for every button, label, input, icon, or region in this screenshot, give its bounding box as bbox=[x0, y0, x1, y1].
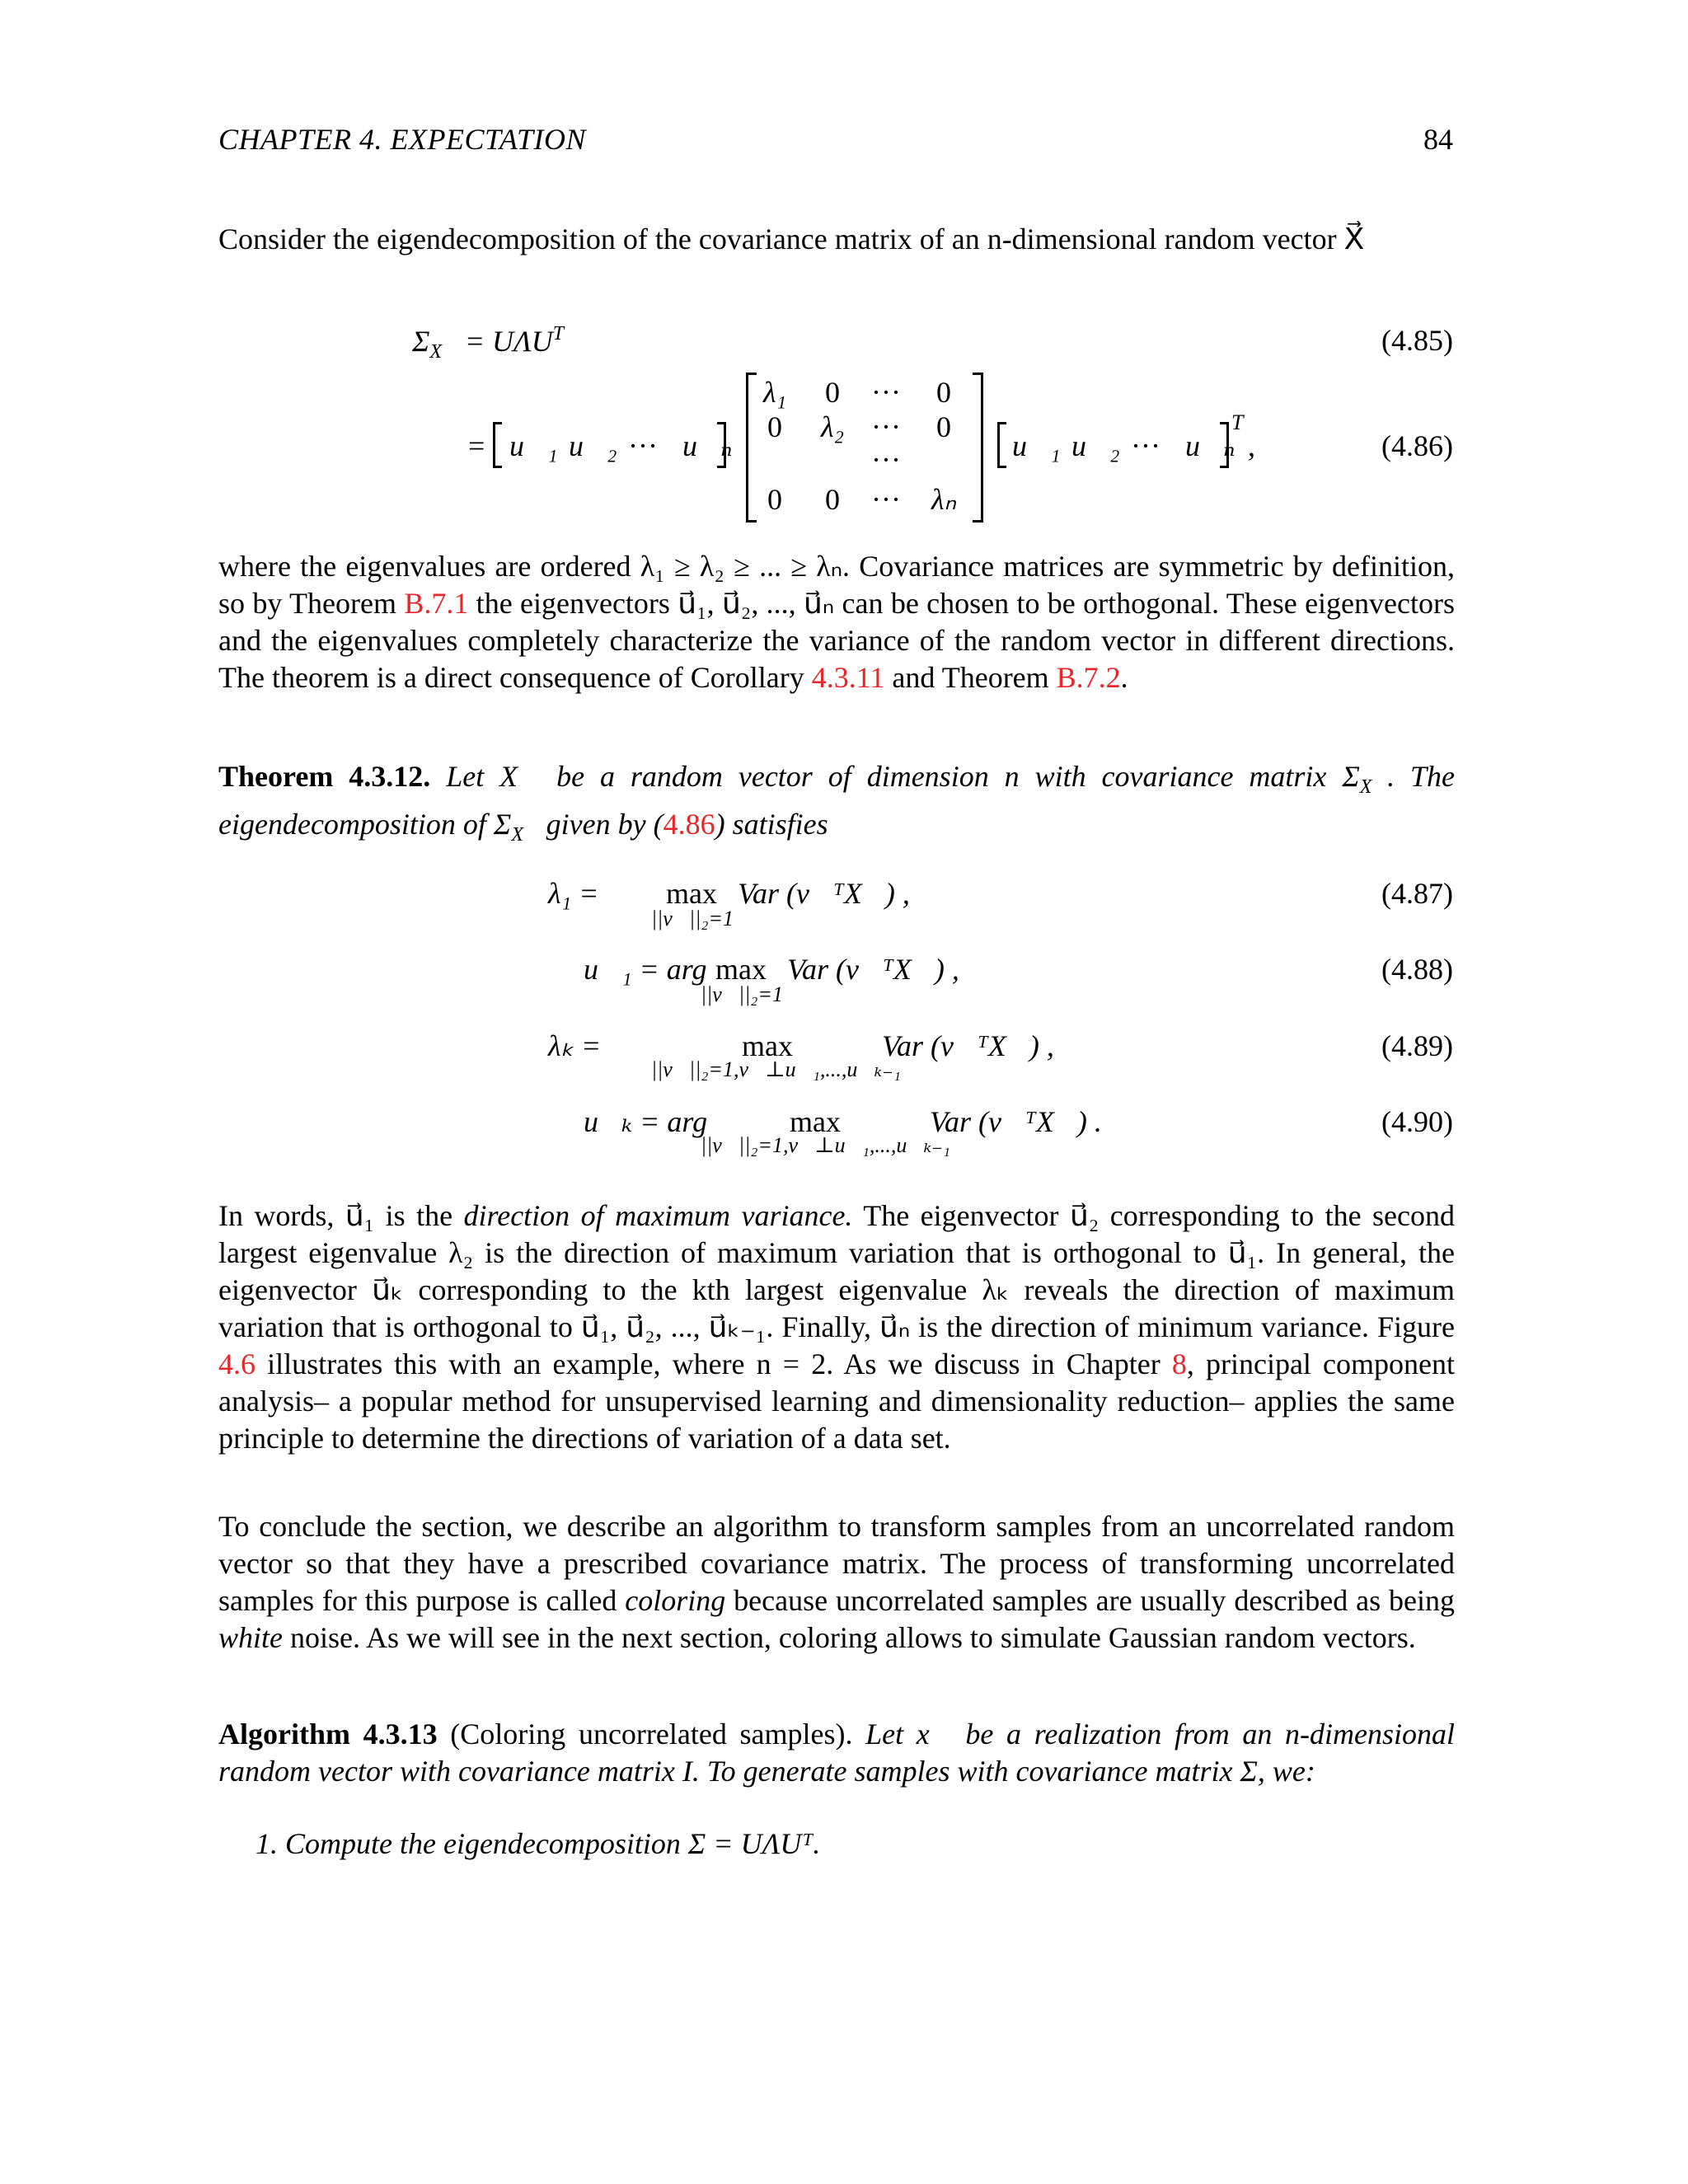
theorem-subscript: X⃗ bbox=[511, 824, 539, 846]
matrix-cell: 0 bbox=[767, 483, 782, 516]
transpose-superscript: T bbox=[1231, 410, 1244, 434]
row-vector-entry: u⃗₁ bbox=[509, 429, 558, 462]
row-vector-entry: u⃗₁ bbox=[1012, 429, 1061, 462]
paragraph-text: The eigenvector u⃗₂ corresponding to the second largest eigenvalue λ₂ is the direction of maximum variation that is orthogonal to u⃗₁. In general, the eigenvector u⃗ₖ corresponding to the kth largest eigenvalue λₖ reveals the direction of maximum variation that is orthogonal to u⃗₁, u⃗₂, ..., u⃗ₖ₋₁. Finally, u⃗ₙ is the direction of minimum variance. Figure bbox=[218, 1199, 1456, 1343]
eq-4-87-constraint: ||v⃗||₂=1 bbox=[651, 907, 734, 930]
paragraph-words bbox=[218, 1197, 1455, 1457]
algorithm-step-1: 1. Compute the eigendecomposition Σ = UΛUᵀ. bbox=[256, 1827, 821, 1860]
theorem-text: . The eigendecomposition of Σ bbox=[218, 760, 1456, 841]
eq-4-85-lhs: Σ bbox=[412, 325, 430, 358]
paragraph-text: . bbox=[1120, 661, 1128, 694]
matrix-cell: λ₂ bbox=[820, 410, 845, 443]
page-number: 84 bbox=[1423, 123, 1453, 156]
paragraph-coloring bbox=[218, 1508, 1455, 1657]
matrix-cell: 0 bbox=[936, 410, 951, 443]
running-head: CHAPTER 4. EXPECTATION bbox=[218, 123, 586, 156]
theorem-text: given by ( bbox=[538, 808, 663, 841]
eq-4-85-lhs-sub: X⃗ bbox=[429, 341, 457, 363]
matrix-bracket-right bbox=[973, 373, 983, 523]
equation-number-4-87: (4.87) bbox=[1381, 877, 1453, 910]
row-vector-bracket-left bbox=[493, 422, 502, 468]
matrix-cell: ··· bbox=[871, 483, 901, 516]
row-vector-entry: ··· bbox=[1131, 429, 1160, 462]
paragraph-text: In words, u⃗₁ is the bbox=[218, 1199, 464, 1232]
matrix-cell: ··· bbox=[871, 443, 901, 476]
equation-number-4-89: (4.89) bbox=[1381, 1029, 1453, 1062]
row-vector-bracket-right bbox=[717, 422, 726, 468]
intro-paragraph: Consider the eigendecomposition of the covariance matrix of an n-dimensional random vector X⃗ bbox=[218, 223, 1365, 255]
paragraph-text: , principal component analysis– a popular method for unsupervised learning and dimensionality reduction– applies the same principle to determine the directions of variation of a data set. bbox=[218, 1347, 1456, 1455]
matrix-cell: 0 bbox=[767, 410, 782, 443]
paragraph-eigenvalues bbox=[218, 548, 1455, 696]
row-vector-entry: u⃗₂ bbox=[1071, 429, 1120, 462]
theorem-text: ) satisfies bbox=[715, 808, 828, 841]
matrix-cell: 0 bbox=[825, 376, 840, 409]
paragraph-text: because uncorrelated samples are usually described as being bbox=[725, 1584, 1456, 1617]
matrix-cell: 0 bbox=[936, 376, 951, 409]
algorithm-4-3-13 bbox=[218, 1716, 1455, 1790]
matrix-cell: λ₁ bbox=[762, 376, 787, 409]
reference-link-figure-46[interactable]: 4.6 bbox=[218, 1347, 256, 1380]
algorithm-text: Let x⃗ be a realization from an n-dimensional random vector with covariance matrix I. To generate samples with covariance matrix Σ, we: bbox=[218, 1718, 1455, 1788]
theorem-text: Let X⃗ be a random vector of dimension n with covariance matrix Σ bbox=[430, 760, 1360, 793]
equation-number-4-85: (4.85) bbox=[1381, 324, 1453, 357]
paragraph-text: illustrates this with an example, where n = 2. As we discuss in Chapter bbox=[256, 1347, 1172, 1380]
eq-4-89-rhs: Var (v⃗ᵀX⃗) , bbox=[882, 1029, 1054, 1062]
matrix-cell: λₙ bbox=[931, 483, 956, 516]
eq-4-88-rhs: Var (v⃗ᵀX⃗) , bbox=[787, 953, 959, 986]
eq-4-89-max: max bbox=[742, 1029, 793, 1062]
eq-4-87-rhs: Var (v⃗ᵀX⃗) , bbox=[738, 877, 910, 910]
theorem-4-3-12 bbox=[218, 758, 1455, 854]
matrix-cell: ··· bbox=[871, 376, 901, 409]
algorithm-label: Algorithm 4.3.13 bbox=[218, 1718, 438, 1750]
eq-4-88-lhs: u⃗₁ = arg bbox=[584, 953, 707, 986]
reference-link-theorem-b71[interactable]: B.7.1 bbox=[404, 587, 469, 620]
equation-4-85 bbox=[412, 323, 564, 363]
equation-number-4-90: (4.90) bbox=[1381, 1105, 1453, 1138]
eq-4-89-lhs: λₖ = bbox=[548, 1029, 602, 1062]
row-vector-bracket-right bbox=[1220, 422, 1229, 468]
eq-4-90-max: max bbox=[790, 1105, 841, 1138]
eq-4-89-constraint: ||v⃗||₂=1,v⃗⊥u⃗₁,...,u⃗ₖ₋₁ bbox=[651, 1057, 901, 1081]
paragraph-text: To conclude the section, we describe an algorithm to transform samples from an uncorrelated random vector so that they have a prescribed covariance matrix. The process of transforming uncorrelated samples for this purpose is called bbox=[218, 1510, 1455, 1617]
reference-link-theorem-b72[interactable]: B.7.2 bbox=[1056, 661, 1121, 694]
eq-4-90-lhs: u⃗ₖ = arg bbox=[584, 1105, 708, 1138]
eq-4-88-max: max bbox=[715, 953, 767, 986]
matrix-cell: ··· bbox=[871, 410, 901, 443]
theorem-label: Theorem 4.3.12. bbox=[218, 760, 431, 793]
emphasis-text: coloring bbox=[625, 1584, 726, 1617]
eq-4-86-comma: , bbox=[1248, 429, 1255, 462]
row-vector-entry: u⃗ₙ bbox=[1185, 429, 1236, 462]
eq-4-87-lhs: λ₁ = bbox=[548, 877, 599, 910]
reference-link-chapter-8[interactable]: 8 bbox=[1171, 1347, 1187, 1380]
eq-4-90-constraint: ||v⃗||₂=1,v⃗⊥u⃗₁,...,u⃗ₖ₋₁ bbox=[701, 1133, 950, 1157]
equation-number-4-86: (4.86) bbox=[1381, 429, 1453, 462]
equation-4-86-lhs: = bbox=[468, 429, 485, 462]
paragraph-text: where the eigenvalues are ordered λ₁ ≥ λ₂ ≥ ... ≥ λₙ. Covariance matrices are symmetric by definition, so by Theorem bbox=[218, 550, 1455, 620]
equation-number-4-88: (4.88) bbox=[1381, 953, 1453, 986]
eq-4-85-rhs: = UΛU bbox=[464, 325, 553, 358]
row-vector-entry: ··· bbox=[628, 429, 658, 462]
eq-4-88-constraint: ||v⃗||₂=1 bbox=[701, 982, 783, 1006]
paragraph-text: noise. As we will see in the next section, coloring allows to simulate Gaussian random vectors. bbox=[283, 1621, 1416, 1654]
theorem-subscript: X⃗ bbox=[1359, 776, 1388, 798]
reference-link-corollary-4311[interactable]: 4.3.11 bbox=[811, 661, 885, 694]
eq-4-87-max: max bbox=[666, 877, 717, 910]
row-vector-entry: u⃗ₙ bbox=[682, 429, 733, 462]
reference-link-eq-486[interactable]: 4.86 bbox=[663, 808, 715, 841]
matrix-cell: 0 bbox=[825, 483, 840, 516]
paragraph-text: and Theorem bbox=[884, 661, 1057, 694]
row-vector-entry: u⃗₂ bbox=[569, 429, 617, 462]
eq-4-90-rhs: Var (v⃗ᵀX⃗) . bbox=[930, 1105, 1102, 1138]
row-vector-bracket-left bbox=[997, 422, 1006, 468]
paragraph-text: the eigenvectors u⃗₁, u⃗₂, ..., u⃗ₙ can be chosen to be orthogonal. These eigenvectors and the eigenvalues completely characterize the variance of the random vector in different directions. The theorem is a direct consequence of Corollary bbox=[218, 587, 1455, 694]
eq-4-85-rhs-sup: T bbox=[552, 323, 565, 344]
algorithm-title: (Coloring uncorrelated samples). bbox=[437, 1718, 853, 1750]
emphasis-text: white bbox=[218, 1621, 283, 1654]
emphasis-text: direction of maximum variance. bbox=[463, 1199, 853, 1232]
